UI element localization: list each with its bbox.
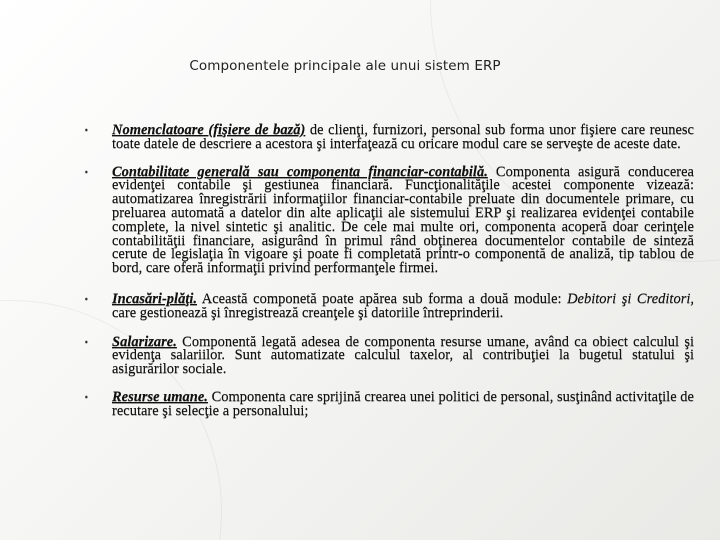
item-text: Componenta asigură conducerea evidenţei contabile şi gestiunea financiară. Funcţionalităţile acestei componente vizează: automatizarea înregistrării informaţiilor financiar-contabile preluate din documentele primare, cu preluarea automată a datelor din alte aplicaţii ale sistemului ERP şi realizarea evidenţei contabile complete, la nivel sintetic şi analitic. De cele mai multe ori, componenta acoperă doar cerinţele contabilităţii financiare, asigurând în primul rând obţinerea documentelor contabile de sinteză cerute de legislaţia în vigoare şi poate fi completată printr-o componentă de analiză, tip tablou de bord, care oferă informaţii privind performanţele firmei. <box>112 163 694 277</box>
list-item-salarizare <box>82 333 694 378</box>
list-item-resurse-umane <box>82 388 694 419</box>
bullet-icon: • <box>84 392 89 402</box>
bullet-icon: • <box>84 294 89 304</box>
list-item-incasari-plati <box>82 290 694 321</box>
item-term: Nomenclatoare (fişiere de bază) <box>112 122 306 138</box>
item-term: Salarizare. <box>112 333 177 350</box>
bullet-list <box>82 124 694 419</box>
item-text-italic: Debitori şi Creditori, <box>567 290 694 307</box>
item-text: Componentă legată adesea de componenta resurse umane, având ca obiect calculul şi evidenţa salariilor. Sunt automatizate calculul taxelor, al contribuţiei la bugetul statului şi asigurărilor sociale. <box>112 333 694 378</box>
item-text: Componenta care sprijină crearea unei politici de personal, susţinând activitaţile de recutare şi selecţie a personalului; <box>112 388 694 419</box>
item-term: Contabilitate generală sau componenta financiar-contabilă. <box>112 163 488 180</box>
list-item-nomenclatoare <box>82 124 694 152</box>
item-text: de clienţi, furnizori, personal sub forma unor fişiere care reunesc toate datele de descriere a acestora şi interfaţează cu oricare modul care se serveşte de aceste date. <box>112 122 694 152</box>
item-text: care gestionează şi înregistrează creanţele şi datoriile întreprinderii. <box>112 304 504 321</box>
bullet-icon: • <box>84 167 89 177</box>
list-item-contabilitate <box>82 163 694 277</box>
bullet-icon: • <box>84 337 89 347</box>
item-term: Resurse umane. <box>112 388 208 405</box>
bullet-icon: • <box>84 126 89 135</box>
item-text: Această componetă poate apărea sub forma a două module: <box>197 290 568 307</box>
item-term: Incasări-plăţi. <box>112 290 197 307</box>
slide-title: Componentele principale ale unui sistem ERP <box>189 58 501 74</box>
